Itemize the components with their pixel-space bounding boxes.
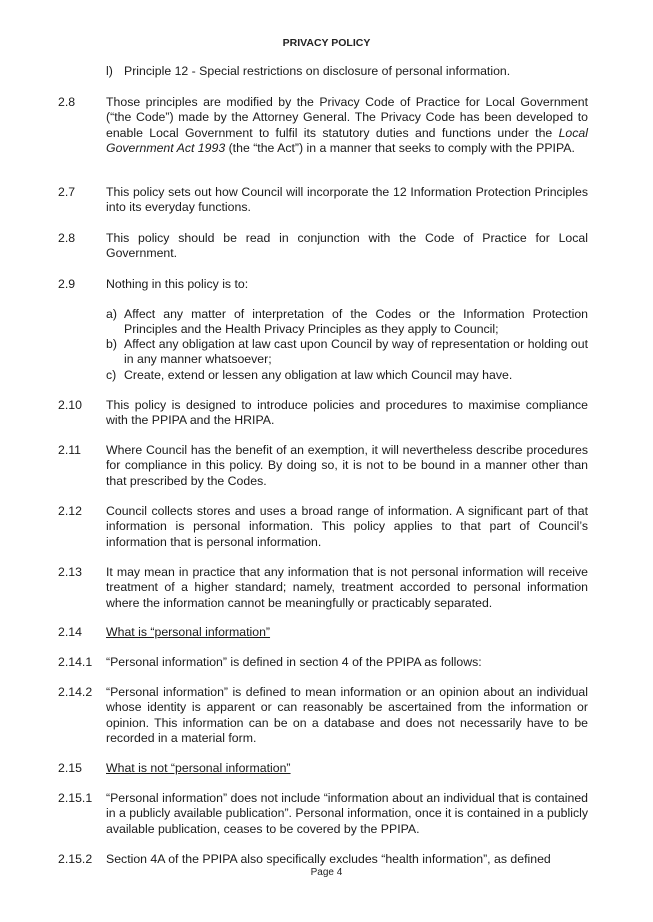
paragraph-text: Nothing in this policy is to: <box>106 277 249 291</box>
paragraph-text: “Personal information” is defined in section 4 of the PPIPA as follows: <box>106 655 482 669</box>
page-number: Page 4 <box>310 867 343 878</box>
paragraph-number: 2.15.2 <box>58 852 93 866</box>
paragraph-2-10 <box>58 398 588 429</box>
paragraph-2-7 <box>58 185 588 216</box>
list-item-label: b) <box>106 337 117 351</box>
list-item-text: Principle 12 - Special restrictions on disclosure of personal information. <box>124 64 511 78</box>
list-item-text: Affect any matter of interpretation of the Codes or the Information Protection Principles and the Health Privacy Principles as they apply to Council; <box>124 307 588 337</box>
paragraph-text-part: (the “the Act”) in a manner that seeks to comply with the PPIPA. <box>225 140 575 155</box>
paragraph-2-9 <box>58 277 588 292</box>
paragraph-2-15-2 <box>58 852 588 867</box>
paragraph-text: This policy is designed to introduce policies and procedures to maximise compliance with the PPIPA and the HRIPA. <box>106 398 588 428</box>
paragraph-number: 2.11 <box>58 443 82 457</box>
paragraph-text: “Personal information” does not include “information about an individual that is contained in a publicly available publication”. Personal information, once it is contained in a publicly available publication, ceases to be covered by the PPIPA. <box>106 791 588 836</box>
paragraph-number: 2.12 <box>58 504 82 518</box>
paragraph-text: This policy should be read in conjunction with the Code of Practice for Local Government. <box>106 231 588 261</box>
paragraph-number: 2.8 <box>58 231 76 245</box>
paragraph-text: Where Council has the benefit of an exemption, it will nevertheless describe procedures for compliance in this policy. By doing so, it is not to be bound in a manner other than that prescribed by the Codes. <box>106 443 588 488</box>
paragraph-text-part: Those principles are modified by the Privacy Code of Practice for Local Government (“the Code”) made by the Attorney General. The Privacy Code has been developed to enable Local Government to fulfil its statutory duties and functions under the <box>106 95 588 140</box>
list-item-l <box>106 64 588 79</box>
paragraph-number: 2.15.1 <box>58 791 93 805</box>
paragraph-number: 2.14 <box>58 625 82 639</box>
section-heading: What is not “personal information” <box>106 761 291 775</box>
paragraph-2-8-b <box>58 231 588 262</box>
list-item-b <box>106 337 588 368</box>
paragraph-2-14 <box>58 625 588 640</box>
paragraph-text <box>106 95 588 156</box>
paragraph-2-15-1 <box>58 791 588 837</box>
paragraph-2-14-2 <box>58 685 588 746</box>
paragraph-text: Section 4A of the PPIPA also specifically excludes “health information”, as defined <box>106 852 551 866</box>
paragraph-number: 2.7 <box>58 185 76 199</box>
paragraph-2-13 <box>58 565 588 611</box>
paragraph-number: 2.10 <box>58 398 82 412</box>
paragraph-number: 2.9 <box>58 277 76 291</box>
paragraph-number: 2.13 <box>58 565 82 579</box>
paragraph-number: 2.15 <box>58 761 82 775</box>
list-item-text: Create, extend or lessen any obligation at law which Council may have. <box>124 368 513 382</box>
paragraph-text: This policy sets out how Council will incorporate the 12 Information Protection Principles into its everyday functions. <box>106 185 588 215</box>
list-item-c <box>106 368 588 383</box>
paragraph-number: 2.8 <box>58 95 76 109</box>
section-heading: What is “personal information” <box>106 625 271 639</box>
page-header-title: PRIVACY POLICY <box>282 37 371 49</box>
paragraph-text: “Personal information” is defined to mean information or an opinion about an individual whose identity is apparent or can reasonably be ascertained from the information or opinion. This information can be on a database and does not necessarily have to be recorded in a material form. <box>106 685 588 745</box>
paragraph-text: Council collects stores and uses a broad range of information. A significant part of that information is personal information. This policy applies to that part of Council’s information that is personal information. <box>106 504 588 549</box>
list-item-a <box>106 307 588 338</box>
paragraph-number: 2.14.2 <box>58 685 93 699</box>
list-item-text: Affect any obligation at law cast upon Council by way of representation or holding out in any manner whatsoever; <box>124 337 588 367</box>
paragraph-2-8 <box>58 95 588 156</box>
paragraph-2-15 <box>58 761 588 776</box>
paragraph-2-14-1 <box>58 655 588 670</box>
paragraph-2-12 <box>58 504 588 550</box>
list-item-label: l) <box>106 64 113 78</box>
paragraph-number: 2.14.1 <box>58 655 93 669</box>
paragraph-text: It may mean in practice that any information that is not personal information will receive treatment of a higher standard; namely, treatment accorded to personal information where the information cannot be meaningfully or practicably separated. <box>106 565 588 610</box>
list-item-label: a) <box>106 307 117 321</box>
paragraph-2-11 <box>58 443 588 489</box>
act-title: Local Government Act 1993 <box>106 125 588 155</box>
list-item-label: c) <box>106 368 117 382</box>
